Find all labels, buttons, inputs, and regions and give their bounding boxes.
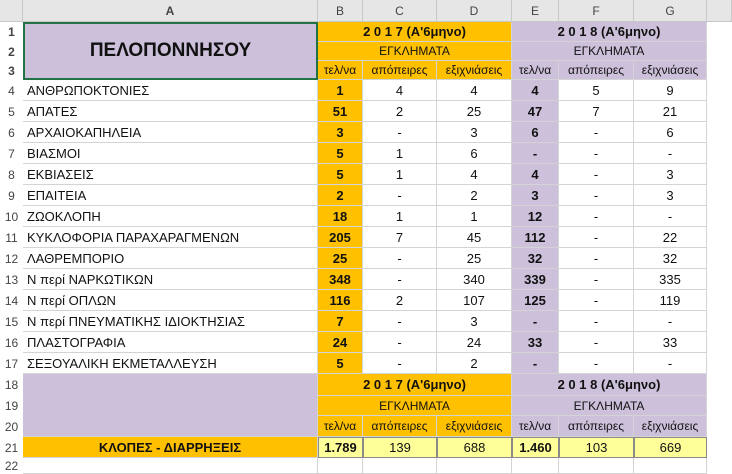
- value-cell[interactable]: -: [363, 185, 437, 206]
- group-2017-header[interactable]: 2 0 1 7 (Α'6μηνο): [318, 22, 512, 42]
- value-cell[interactable]: -: [559, 332, 634, 353]
- row-header-4[interactable]: 4: [0, 80, 23, 101]
- value-cell[interactable]: 22: [634, 227, 707, 248]
- column-header-E[interactable]: E: [512, 0, 559, 22]
- row-header-2[interactable]: 2: [0, 42, 23, 61]
- value-cell[interactable]: 24: [437, 332, 512, 353]
- value-cell[interactable]: 112: [512, 227, 559, 248]
- value-cell[interactable]: 335: [634, 269, 707, 290]
- column-header-blank: [707, 0, 732, 22]
- value-cell[interactable]: -: [559, 248, 634, 269]
- group-2018-header-lower[interactable]: 2 0 1 8 (Α'6μηνο): [512, 374, 707, 396]
- value-cell[interactable]: 4: [437, 164, 512, 185]
- region-title-cell[interactable]: ΠΕΛΟΠΟΝΝΗΣΟΥ: [23, 22, 318, 80]
- row-header-18[interactable]: 18: [0, 374, 23, 396]
- value-cell[interactable]: 340: [437, 269, 512, 290]
- row-header-11[interactable]: 11: [0, 227, 23, 248]
- value-cell[interactable]: 6: [512, 122, 559, 143]
- row-header-5[interactable]: 5: [0, 101, 23, 122]
- crimes-label-2017[interactable]: ΕΓΚΛΗΜΑΤΑ: [318, 42, 512, 61]
- subheader-lower-2[interactable]: εξιχνιάσεις: [437, 416, 512, 437]
- subheader-2017-2[interactable]: εξιχνιάσεις: [437, 61, 512, 80]
- value-cell[interactable]: 47: [512, 101, 559, 122]
- crimes-label-2017-lower[interactable]: ΕΓΚΛΗΜΑΤΑ: [318, 396, 512, 416]
- value-cell[interactable]: -: [363, 122, 437, 143]
- column-header-F[interactable]: F: [559, 0, 634, 22]
- value-cell[interactable]: -: [363, 269, 437, 290]
- value-cell[interactable]: 2: [318, 185, 363, 206]
- value-cell[interactable]: -: [559, 290, 634, 311]
- value-cell[interactable]: 119: [634, 290, 707, 311]
- value-cell[interactable]: 25: [318, 248, 363, 269]
- value-cell[interactable]: -: [634, 311, 707, 332]
- value-cell[interactable]: 1: [363, 164, 437, 185]
- value-cell[interactable]: 25: [437, 248, 512, 269]
- value-cell[interactable]: 116: [318, 290, 363, 311]
- value-cell[interactable]: 32: [512, 248, 559, 269]
- value-cell[interactable]: 2: [437, 353, 512, 374]
- value-cell[interactable]: -: [363, 332, 437, 353]
- select-all-corner[interactable]: [0, 0, 23, 22]
- value-cell[interactable]: -: [559, 311, 634, 332]
- row-header-6[interactable]: 6: [0, 122, 23, 143]
- value-cell[interactable]: 21: [634, 101, 707, 122]
- crime-name-cell[interactable]: ΑΠΑΤΕΣ: [23, 101, 318, 122]
- value-cell[interactable]: 3: [512, 185, 559, 206]
- value-cell[interactable]: 24: [318, 332, 363, 353]
- row-header-20[interactable]: 20: [0, 416, 23, 437]
- thefts-value-cell[interactable]: 1.789: [318, 437, 363, 458]
- value-cell[interactable]: 1: [363, 143, 437, 164]
- value-cell[interactable]: 25: [437, 101, 512, 122]
- value-cell[interactable]: -: [512, 311, 559, 332]
- value-cell[interactable]: 339: [512, 269, 559, 290]
- subheader-lower-1[interactable]: απόπειρες: [363, 416, 437, 437]
- crime-name-cell[interactable]: Ν περί ΠΝΕΥΜΑΤΙΚΗΣ ΙΔΙΟΚΤΗΣΙΑΣ: [23, 311, 318, 332]
- crime-name-cell[interactable]: ΠΛΑΣΤΟΓΡΑΦΙΑ: [23, 332, 318, 353]
- row-header-7[interactable]: 7: [0, 143, 23, 164]
- thefts-value-cell[interactable]: 669: [634, 437, 707, 458]
- thefts-value-cell[interactable]: 139: [363, 437, 437, 458]
- value-cell[interactable]: 4: [363, 80, 437, 101]
- subheader-2017-1[interactable]: απόπειρες: [363, 61, 437, 80]
- value-cell[interactable]: 32: [634, 248, 707, 269]
- value-cell[interactable]: 33: [512, 332, 559, 353]
- value-cell[interactable]: 12: [512, 206, 559, 227]
- crime-name-cell[interactable]: ΑΡΧΑΙΟΚΑΠΗΛΕΙΑ: [23, 122, 318, 143]
- value-cell[interactable]: 2: [363, 101, 437, 122]
- value-cell[interactable]: 3: [634, 185, 707, 206]
- thefts-value-cell[interactable]: 103: [559, 437, 634, 458]
- value-cell[interactable]: -: [363, 353, 437, 374]
- row-header-21[interactable]: 21: [0, 437, 23, 458]
- value-cell[interactable]: 7: [559, 101, 634, 122]
- crimes-label-2018-lower[interactable]: ΕΓΚΛΗΜΑΤΑ: [512, 396, 707, 416]
- value-cell[interactable]: 3: [437, 311, 512, 332]
- value-cell[interactable]: 6: [437, 143, 512, 164]
- value-cell[interactable]: 5: [318, 143, 363, 164]
- region-title-cell-lower[interactable]: [23, 374, 318, 437]
- value-cell[interactable]: 348: [318, 269, 363, 290]
- subheader-2017-0[interactable]: τελ/να: [318, 61, 363, 80]
- empty-cell[interactable]: [512, 458, 559, 474]
- value-cell[interactable]: 125: [512, 290, 559, 311]
- column-header-B[interactable]: B: [318, 0, 363, 22]
- crime-name-cell[interactable]: Ν περί ΟΠΛΩΝ: [23, 290, 318, 311]
- empty-cell[interactable]: [318, 458, 363, 474]
- crime-name-cell[interactable]: Ν περί ΝΑΡΚΩΤΙΚΩΝ: [23, 269, 318, 290]
- value-cell[interactable]: -: [512, 143, 559, 164]
- row-header-17[interactable]: 17: [0, 353, 23, 374]
- empty-cell[interactable]: [559, 458, 634, 474]
- column-header-G[interactable]: G: [634, 0, 707, 22]
- row-header-15[interactable]: 15: [0, 311, 23, 332]
- value-cell[interactable]: -: [634, 143, 707, 164]
- value-cell[interactable]: 7: [363, 227, 437, 248]
- value-cell[interactable]: 4: [512, 80, 559, 101]
- value-cell[interactable]: 51: [318, 101, 363, 122]
- row-header-13[interactable]: 13: [0, 269, 23, 290]
- value-cell[interactable]: 1: [437, 206, 512, 227]
- subheader-lower-3[interactable]: τελ/να: [512, 416, 559, 437]
- crime-name-cell[interactable]: ΖΩΟΚΛΟΠΗ: [23, 206, 318, 227]
- value-cell[interactable]: 1: [363, 206, 437, 227]
- empty-cell[interactable]: [363, 458, 437, 474]
- row-header-22[interactable]: 22: [0, 458, 23, 474]
- value-cell[interactable]: 107: [437, 290, 512, 311]
- value-cell[interactable]: -: [559, 353, 634, 374]
- column-header-D[interactable]: D: [437, 0, 512, 22]
- value-cell[interactable]: 2: [437, 185, 512, 206]
- thefts-value-cell[interactable]: 688: [437, 437, 512, 458]
- crimes-label-2018[interactable]: ΕΓΚΛΗΜΑΤΑ: [512, 42, 707, 61]
- value-cell[interactable]: -: [634, 206, 707, 227]
- crime-name-cell[interactable]: ΚΥΚΛΟΦΟΡΙΑ ΠΑΡΑΧΑΡΑΓΜΕΝΩΝ: [23, 227, 318, 248]
- value-cell[interactable]: -: [559, 122, 634, 143]
- value-cell[interactable]: 205: [318, 227, 363, 248]
- subheader-2018-4[interactable]: απόπειρες: [559, 61, 634, 80]
- crime-name-cell[interactable]: ΕΠΑΙΤΕΙΑ: [23, 185, 318, 206]
- value-cell[interactable]: -: [512, 353, 559, 374]
- row-header-16[interactable]: 16: [0, 332, 23, 353]
- value-cell[interactable]: 5: [559, 80, 634, 101]
- row-header-14[interactable]: 14: [0, 290, 23, 311]
- value-cell[interactable]: 1: [318, 80, 363, 101]
- value-cell[interactable]: 4: [512, 164, 559, 185]
- crime-name-cell[interactable]: ΕΚΒΙΑΣΕΙΣ: [23, 164, 318, 185]
- row-header-3[interactable]: 3: [0, 61, 23, 80]
- value-cell[interactable]: -: [559, 269, 634, 290]
- value-cell[interactable]: 18: [318, 206, 363, 227]
- row-header-9[interactable]: 9: [0, 185, 23, 206]
- value-cell[interactable]: 5: [318, 164, 363, 185]
- value-cell[interactable]: -: [559, 206, 634, 227]
- value-cell[interactable]: -: [559, 164, 634, 185]
- crime-name-cell[interactable]: ΣΕΞΟΥΑΛΙΚΗ ΕΚΜΕΤΑΛΛΕΥΣΗ: [23, 353, 318, 374]
- column-header-C[interactable]: C: [363, 0, 437, 22]
- value-cell[interactable]: 2: [363, 290, 437, 311]
- empty-cell[interactable]: [437, 458, 512, 474]
- column-header-A[interactable]: A: [23, 0, 318, 22]
- value-cell[interactable]: 4: [437, 80, 512, 101]
- subheader-lower-5[interactable]: εξιχνιάσεις: [634, 416, 707, 437]
- empty-cell[interactable]: [634, 458, 707, 474]
- value-cell[interactable]: 7: [318, 311, 363, 332]
- empty-cell[interactable]: [23, 458, 318, 474]
- subheader-lower-4[interactable]: απόπειρες: [559, 416, 634, 437]
- crime-name-cell[interactable]: ΛΑΘΡΕΜΠΟΡΙΟ: [23, 248, 318, 269]
- value-cell[interactable]: -: [634, 353, 707, 374]
- group-2017-header-lower[interactable]: 2 0 1 7 (Α'6μηνο): [318, 374, 512, 396]
- value-cell[interactable]: -: [363, 248, 437, 269]
- row-header-19[interactable]: 19: [0, 396, 23, 416]
- value-cell[interactable]: 33: [634, 332, 707, 353]
- subheader-2018-3[interactable]: τελ/να: [512, 61, 559, 80]
- row-header-8[interactable]: 8: [0, 164, 23, 185]
- value-cell[interactable]: 45: [437, 227, 512, 248]
- value-cell[interactable]: 3: [318, 122, 363, 143]
- row-header-12[interactable]: 12: [0, 248, 23, 269]
- value-cell[interactable]: -: [559, 143, 634, 164]
- row-header-10[interactable]: 10: [0, 206, 23, 227]
- crime-name-cell[interactable]: ΑΝΘΡΩΠΟΚΤΟΝΙΕΣ: [23, 80, 318, 101]
- value-cell[interactable]: 9: [634, 80, 707, 101]
- subheader-lower-0[interactable]: τελ/να: [318, 416, 363, 437]
- row-header-1[interactable]: 1: [0, 22, 23, 42]
- value-cell[interactable]: 6: [634, 122, 707, 143]
- value-cell[interactable]: 3: [634, 164, 707, 185]
- value-cell[interactable]: 3: [437, 122, 512, 143]
- value-cell[interactable]: -: [559, 185, 634, 206]
- crime-name-cell[interactable]: ΒΙΑΣΜΟΙ: [23, 143, 318, 164]
- subheader-2018-5[interactable]: εξιχνιάσεις: [634, 61, 707, 80]
- value-cell[interactable]: 5: [318, 353, 363, 374]
- value-cell[interactable]: -: [559, 227, 634, 248]
- value-cell[interactable]: -: [363, 311, 437, 332]
- group-2018-header[interactable]: 2 0 1 8 (Α'6μηνο): [512, 22, 707, 42]
- thefts-value-cell[interactable]: 1.460: [512, 437, 559, 458]
- thefts-name-cell[interactable]: ΚΛΟΠΕΣ - ΔΙΑΡΡΗΞΕΙΣ: [23, 437, 318, 458]
